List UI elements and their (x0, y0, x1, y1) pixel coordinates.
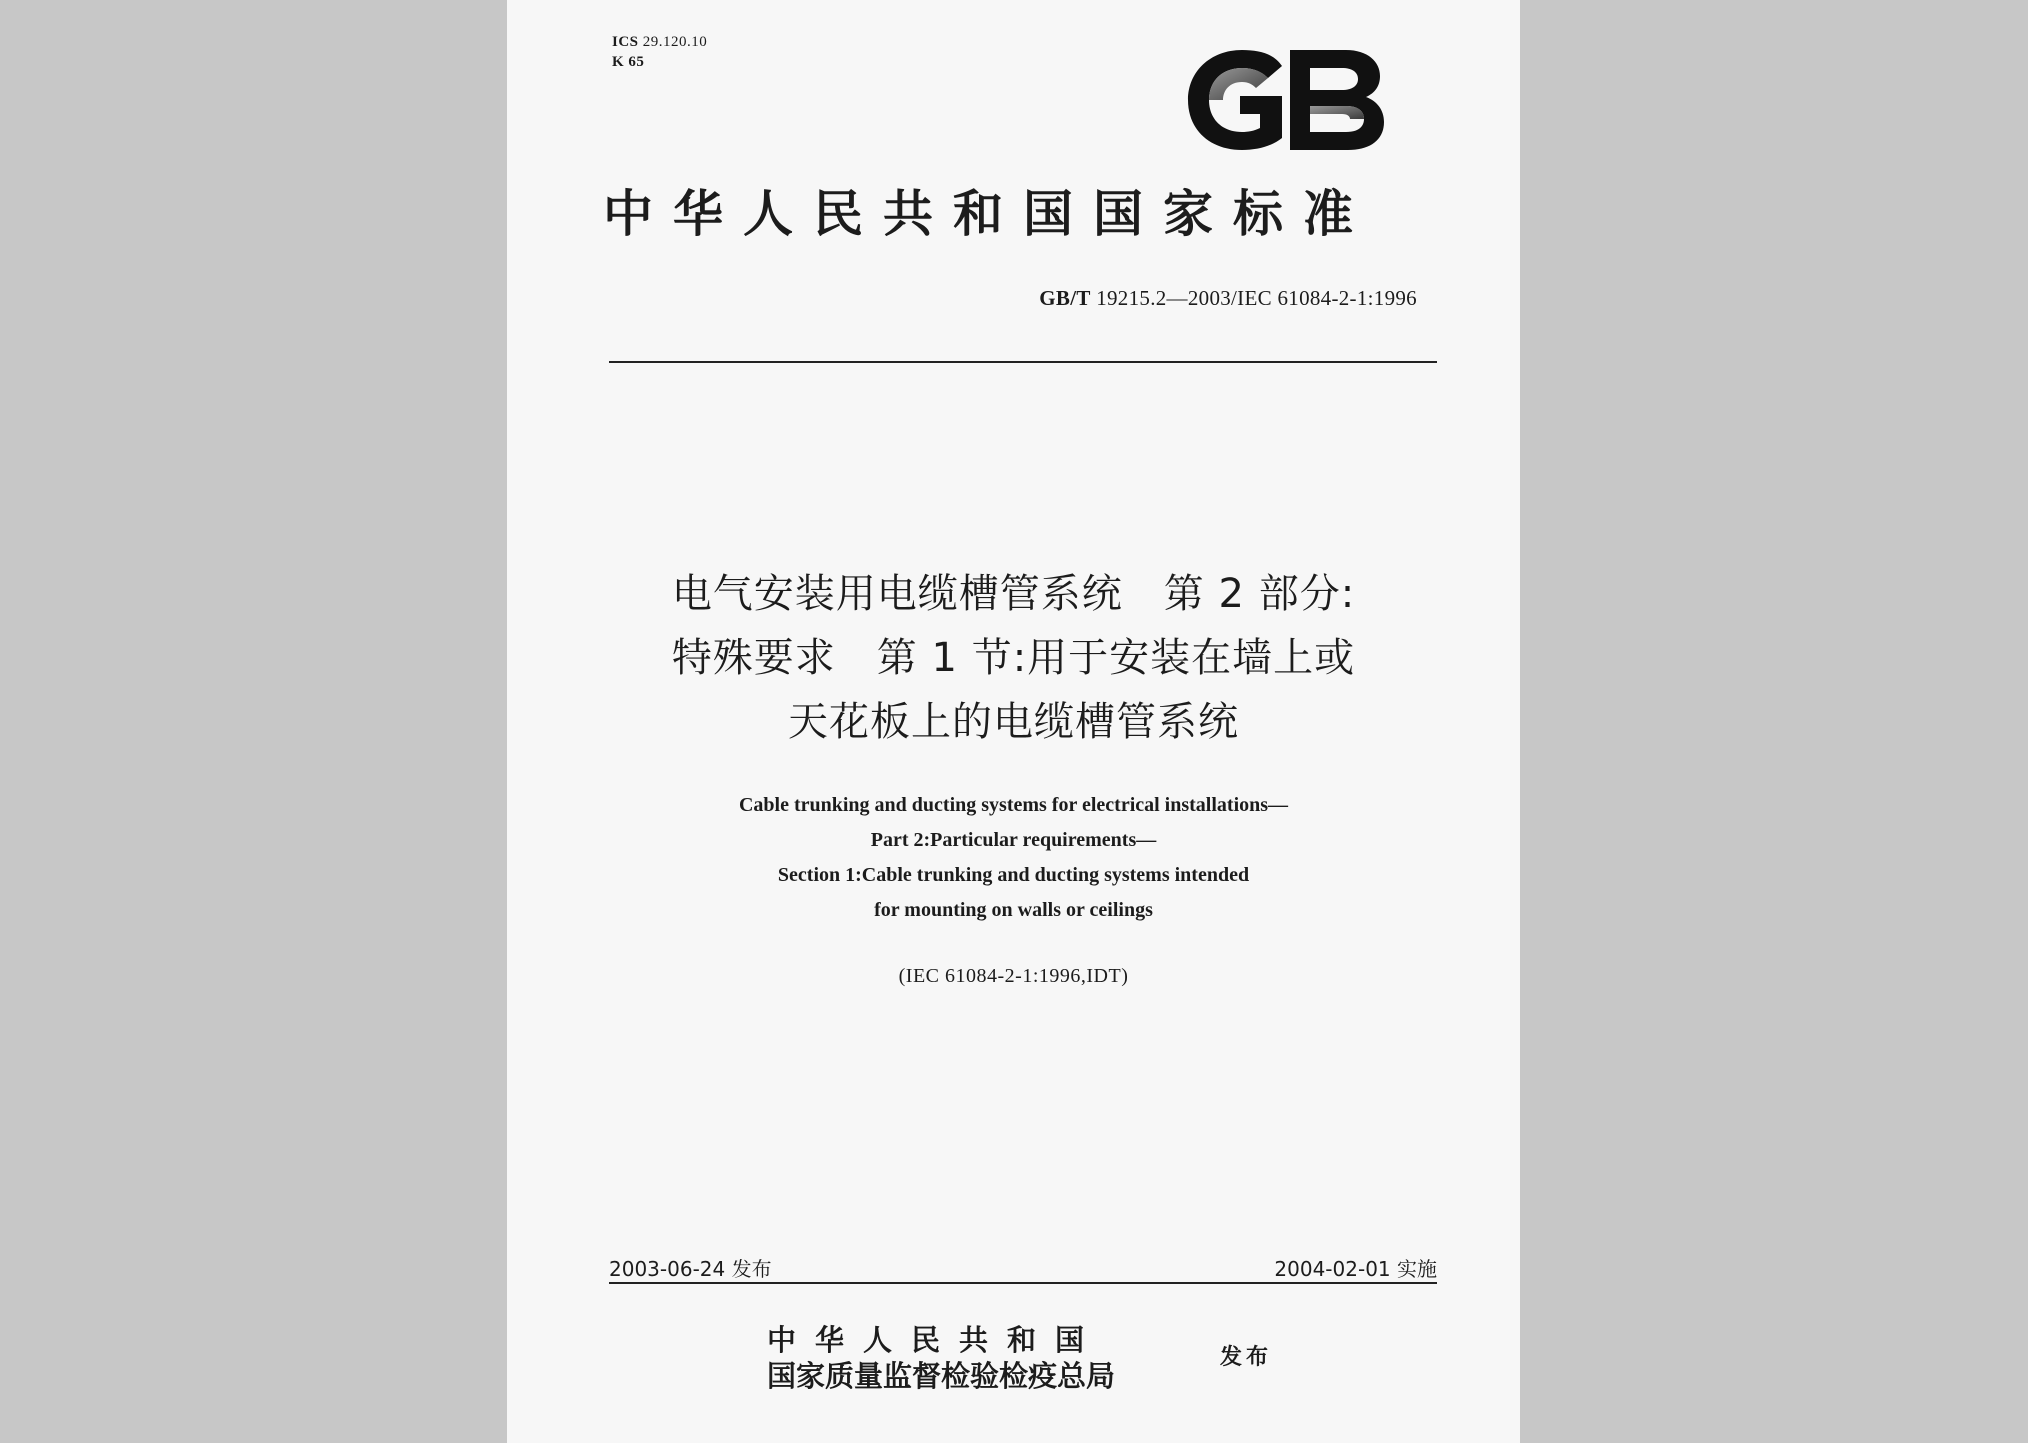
issuer-line: 国家质量监督检验检疫总局 (767, 1359, 1116, 1393)
ccs-code: K 65 (612, 54, 645, 70)
header-divider (609, 361, 1437, 363)
chinese-title-line: 天花板上的电缆槽管系统 (788, 699, 1239, 745)
standard-cover-page (507, 0, 1520, 1443)
english-title-line: for mounting on walls or ceilings (874, 899, 1153, 921)
classification-codes (612, 32, 707, 72)
chinese-title-line: 电气安装用电缆槽管系统 第 2 部分: (671, 571, 1356, 617)
ics-code: ICS 29.120.10 (612, 34, 708, 50)
issuer-line: 中华人民共和国 (767, 1323, 1104, 1357)
english-title-line: Part 2:Particular requirements— (870, 829, 1157, 851)
standard-code: 19215.2—2003/IEC 61084-2-1:1996 (1096, 286, 1417, 310)
gb-logo (1182, 44, 1388, 156)
iec-equivalence: (IEC 61084-2-1:1996,IDT) (898, 965, 1129, 987)
chinese-title (507, 562, 1520, 754)
standard-number (1039, 286, 1417, 311)
standard-prefix: GB/T (1039, 286, 1091, 310)
issue-date: 2003-06-24 发布 (609, 1257, 772, 1281)
implementation-date: 2004-02-01 实施 (1274, 1257, 1437, 1281)
chinese-title-line: 特殊要求 第 1 节:用于安装在墙上或 (671, 635, 1356, 681)
english-title-line: Section 1:Cable trunking and ducting systems intended (777, 864, 1250, 886)
english-title (507, 788, 1520, 928)
national-standard-title: 中华人民共和国国家标准 (603, 184, 1373, 243)
issuing-authority (767, 1322, 1115, 1394)
english-title-line: Cable trunking and ducting systems for electrical installations— (738, 794, 1289, 816)
footer-divider (609, 1282, 1437, 1284)
issued-by-label: 发布 (1220, 1344, 1273, 1370)
